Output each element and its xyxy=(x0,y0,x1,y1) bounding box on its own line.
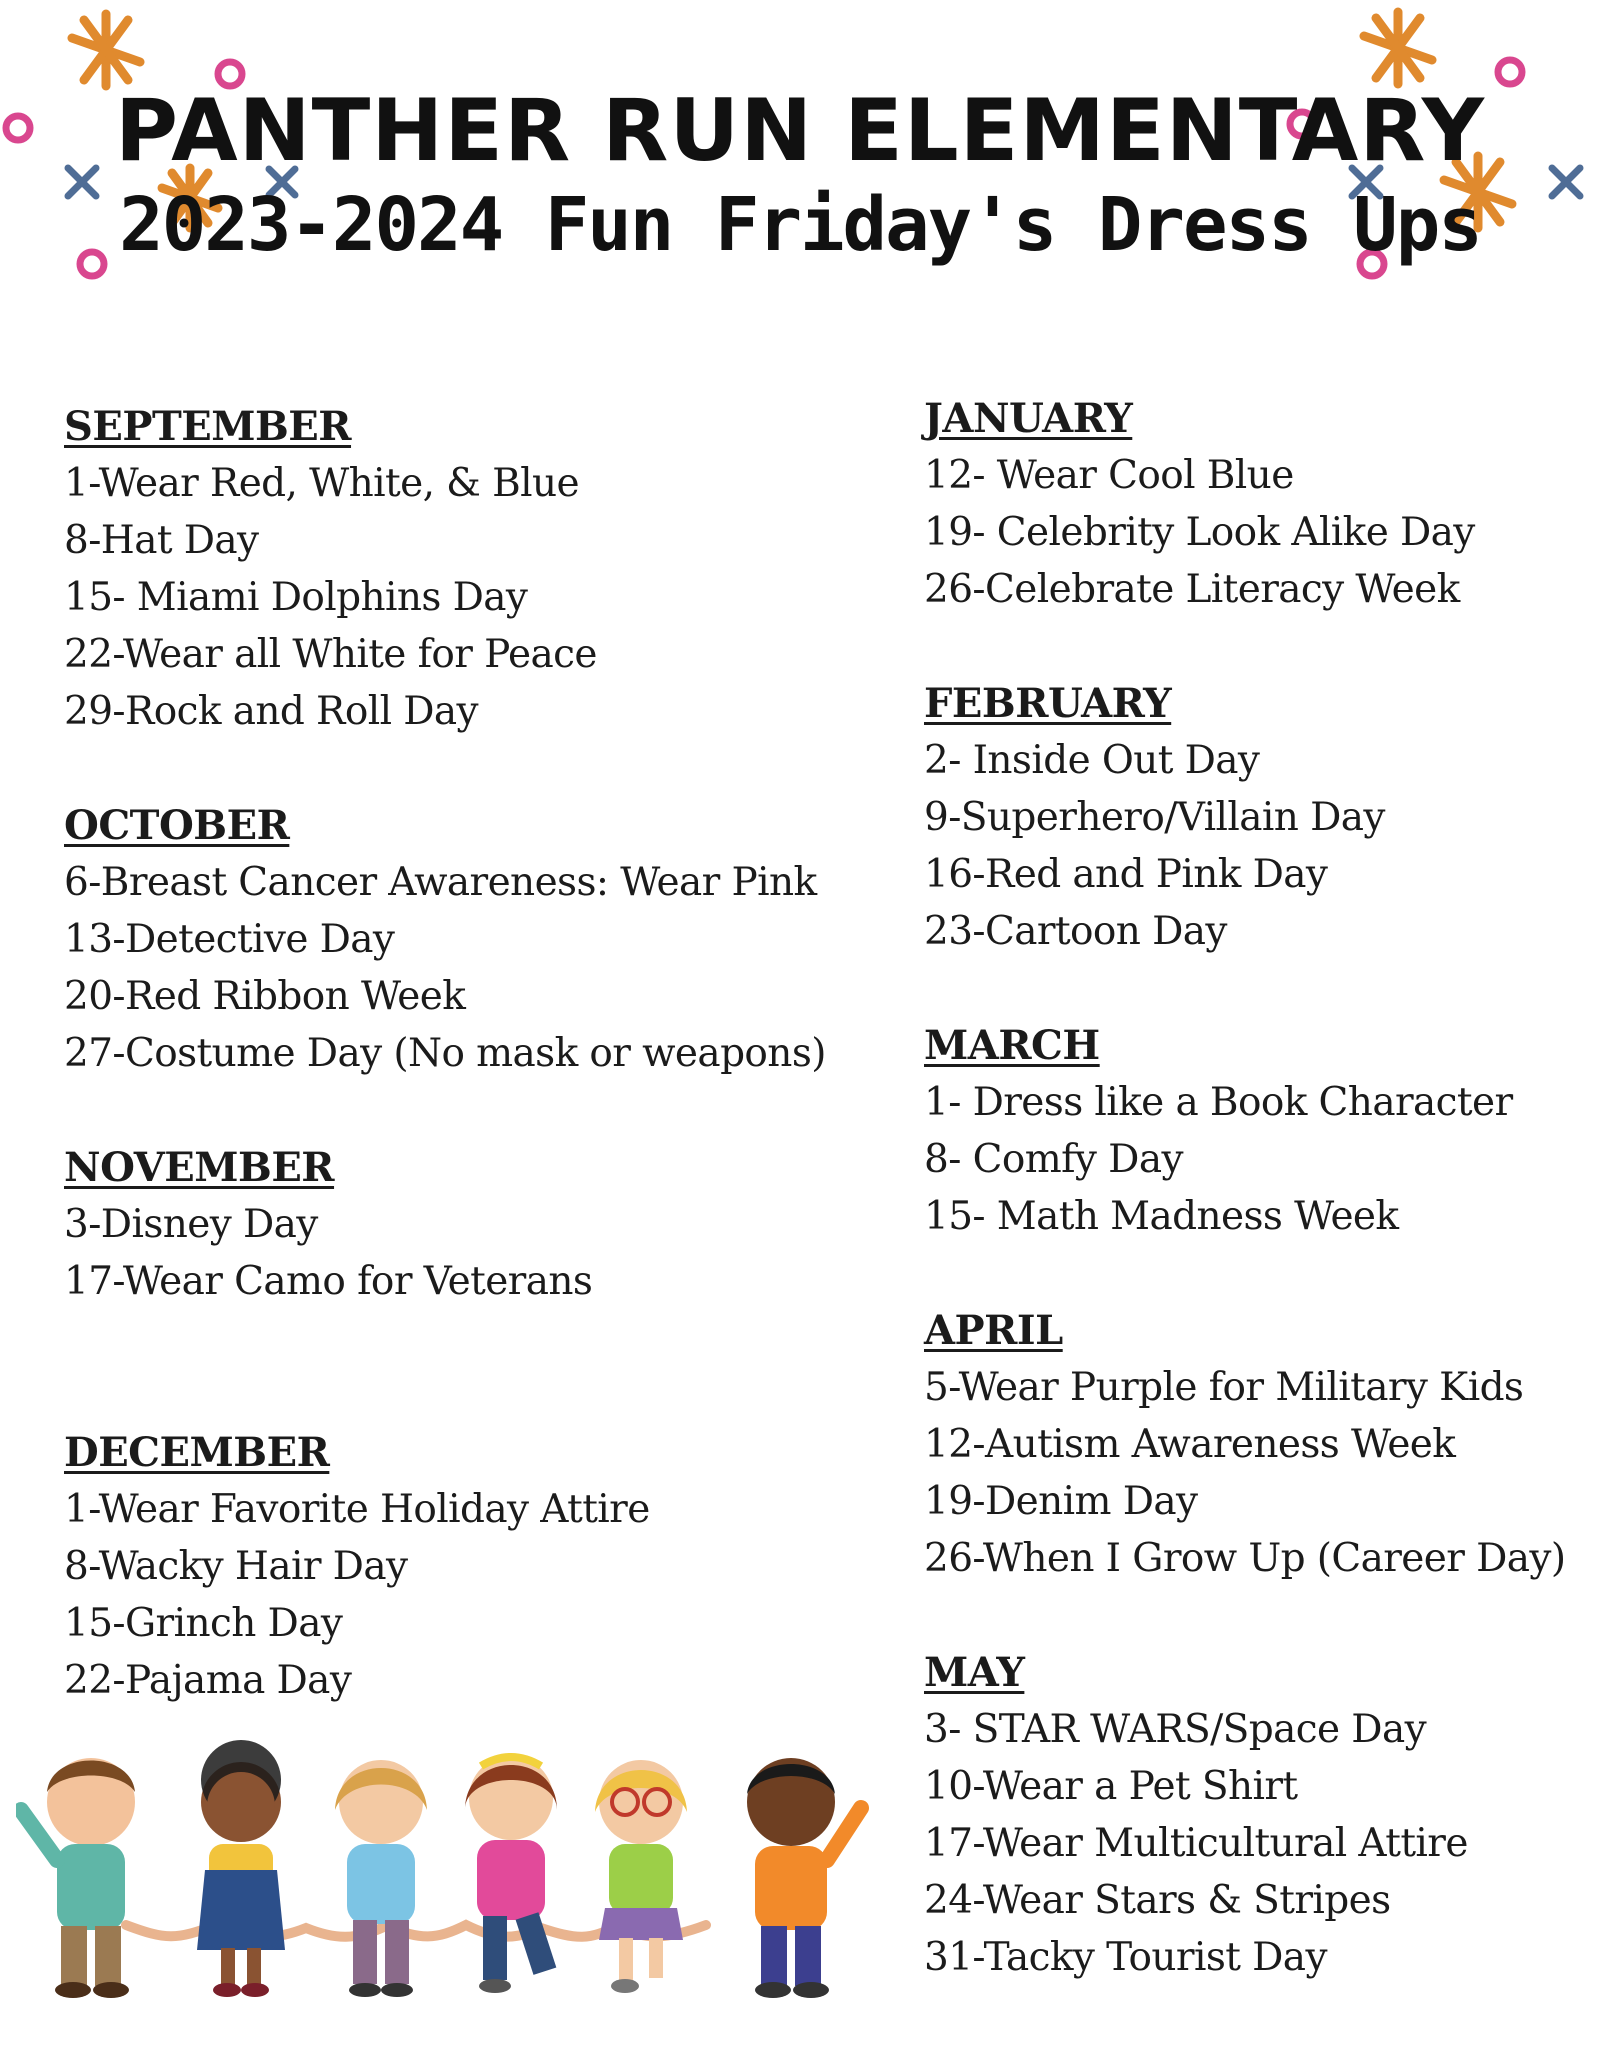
month-heading: OCTOBER xyxy=(64,802,290,849)
list-item: 23-Cartoon Day xyxy=(924,909,1227,954)
list-item: 3- STAR WARS/Space Day xyxy=(924,1707,1427,1752)
month-heading: MAY xyxy=(924,1649,1025,1696)
month-heading: APRIL xyxy=(924,1307,1063,1354)
school-title: PANTHER RUN ELEMENTARY xyxy=(114,81,1486,181)
orange-star-icon xyxy=(72,14,140,86)
list-item: 1-Wear Red, White, & Blue xyxy=(64,461,580,506)
list-item: 16-Red and Pink Day xyxy=(924,852,1328,897)
list-item: 9-Superhero/Villain Day xyxy=(924,795,1385,840)
month-heading: FEBRUARY xyxy=(924,680,1172,727)
list-item: 15- Math Madness Week xyxy=(924,1194,1399,1239)
list-item: 8-Hat Day xyxy=(64,518,259,563)
list-item: 19-Denim Day xyxy=(924,1479,1198,1524)
child-figure xyxy=(747,1758,861,1998)
month-april xyxy=(924,1302,1584,1587)
list-item: 12-Autism Awareness Week xyxy=(924,1422,1456,1467)
list-item: 6-Breast Cancer Awareness: Wear Pink xyxy=(64,860,817,905)
list-item: 10-Wear a Pet Shirt xyxy=(924,1764,1298,1809)
list-item: 26-When I Grow Up (Career Day) xyxy=(924,1536,1566,1581)
month-january xyxy=(924,390,1584,618)
month-heading: NOVEMBER xyxy=(64,1144,335,1191)
month-october xyxy=(64,797,824,1082)
list-item: 1-Wear Favorite Holiday Attire xyxy=(64,1487,650,1532)
month-heading: MARCH xyxy=(924,1022,1100,1069)
list-item: 13-Detective Day xyxy=(64,917,395,962)
page-subtitle: 2023-2024 Fun Friday's Dress Ups xyxy=(119,182,1481,268)
children-holding-hands-illustration xyxy=(16,1740,886,2000)
list-item: 15-Grinch Day xyxy=(64,1601,343,1646)
right-column xyxy=(924,390,1584,1986)
list-item: 27-Costume Day (No mask or weapons) xyxy=(64,1031,826,1076)
list-item: 3-Disney Day xyxy=(64,1202,318,1247)
month-september xyxy=(64,398,824,740)
left-column xyxy=(64,398,824,1709)
list-item: 20-Red Ribbon Week xyxy=(64,974,466,1019)
list-item: 1- Dress like a Book Character xyxy=(924,1080,1513,1125)
month-may xyxy=(924,1644,1584,1986)
list-item: 22-Wear all White for Peace xyxy=(64,632,597,677)
list-item: 8- Comfy Day xyxy=(924,1137,1183,1182)
list-item: 22-Pajama Day xyxy=(64,1658,352,1703)
child-figure xyxy=(21,1758,135,1998)
list-item: 15- Miami Dolphins Day xyxy=(64,575,528,620)
pink-ring-icon xyxy=(1498,60,1522,84)
list-item: 24-Wear Stars & Stripes xyxy=(924,1878,1391,1923)
list-item: 31-Tacky Tourist Day xyxy=(924,1935,1327,1980)
child-figure xyxy=(197,1740,285,1997)
child-figure xyxy=(465,1756,557,1993)
list-item: 29-Rock and Roll Day xyxy=(64,689,478,734)
month-november xyxy=(64,1139,824,1310)
month-march xyxy=(924,1017,1584,1245)
list-item: 17-Wear Camo for Veterans xyxy=(64,1259,593,1304)
month-february xyxy=(924,675,1584,960)
list-item: 2- Inside Out Day xyxy=(924,738,1260,783)
list-item: 26-Celebrate Literacy Week xyxy=(924,567,1460,612)
child-figure xyxy=(335,1760,427,1997)
month-heading: DECEMBER xyxy=(64,1429,330,1476)
child-figure xyxy=(595,1760,687,1993)
month-heading: JANUARY xyxy=(924,395,1133,442)
list-item: 8-Wacky Hair Day xyxy=(64,1544,408,1589)
orange-star-icon xyxy=(1364,12,1432,84)
list-item: 17-Wear Multicultural Attire xyxy=(924,1821,1468,1866)
month-december xyxy=(64,1424,824,1709)
month-heading: SEPTEMBER xyxy=(64,403,352,450)
list-item: 19- Celebrity Look Alike Day xyxy=(924,510,1475,555)
list-item: 12- Wear Cool Blue xyxy=(924,453,1294,498)
list-item: 5-Wear Purple for Military Kids xyxy=(924,1365,1524,1410)
